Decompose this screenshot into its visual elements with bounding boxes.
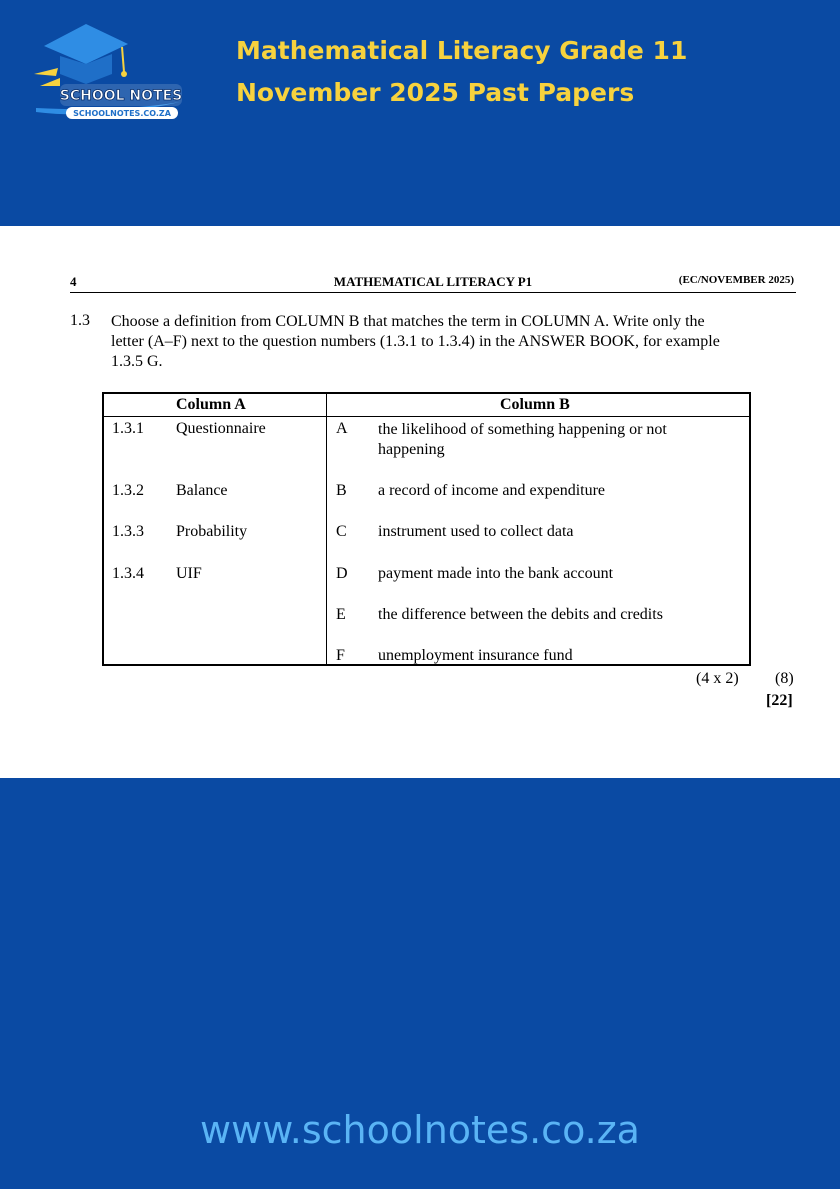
column-b-letter: C — [336, 523, 347, 540]
column-a-header: Column A — [176, 396, 246, 413]
column-b-header: Column B — [500, 396, 570, 413]
column-a-number: 1.3.3 — [112, 523, 144, 540]
column-b-definition: a record of income and expenditure — [378, 482, 606, 499]
section-total: [22] — [766, 692, 793, 709]
column-a-term: Balance — [176, 482, 228, 499]
column-b-definition: the likelihood of something happening or not happening — [378, 421, 667, 458]
header-divider — [104, 416, 749, 417]
mark-calculation: (4 x 2) — [696, 670, 739, 687]
paper-title: MATHEMATICAL LITERACY P1 — [333, 274, 533, 289]
banner-title-line1: Mathematical Literacy Grade 11 — [236, 36, 688, 65]
column-b-letter: F — [336, 647, 345, 664]
exam-session: (EC/NOVEMBER 2025) — [678, 274, 794, 286]
column-a-number: 1.3.4 — [112, 565, 144, 582]
column-divider — [326, 394, 327, 664]
column-a-term: Probability — [176, 523, 248, 540]
question-text: Choose a definition from COLUMN B that matches the term in COLUMN A. Write only the letter (A–F) next to the question numbers (1.3.1 to 1.3.4) in the ANSWER BOOK, for example 1.3.5 G. — [111, 313, 720, 370]
svg-text:SCHOOLNOTES.CO.ZA: SCHOOLNOTES.CO.ZA — [73, 109, 171, 118]
column-a-term: Questionnaire — [176, 420, 266, 437]
matching-table — [102, 392, 751, 666]
column-a-number: 1.3.1 — [112, 420, 144, 437]
banner-title-line2: November 2025 Past Papers — [236, 78, 635, 107]
column-b-definition: the difference between the debits and credits — [378, 606, 663, 623]
column-a-number: 1.3.2 — [112, 482, 144, 499]
column-a-term: UIF — [176, 565, 202, 582]
page-number: 4 — [70, 274, 77, 289]
school-notes-logo — [30, 16, 190, 126]
column-b-definition: unemployment insurance fund — [378, 647, 573, 664]
banner-title — [236, 30, 687, 114]
running-header — [70, 274, 796, 293]
website-url: www.schoolnotes.co.za — [200, 1108, 640, 1152]
question-number: 1.3 — [70, 312, 90, 329]
column-b-definition: instrument used to collect data — [378, 523, 574, 540]
banner — [0, 0, 840, 226]
question-marks: (8) — [775, 670, 794, 687]
column-b-definition: payment made into the bank account — [378, 565, 614, 582]
column-b-letter: D — [336, 565, 348, 582]
column-b-letter: A — [336, 420, 348, 437]
exam-page — [0, 226, 840, 778]
svg-text:SCHOOL NOTES: SCHOOL NOTES — [59, 88, 183, 104]
column-b-letter: E — [336, 606, 346, 623]
column-b-letter: B — [336, 482, 347, 499]
